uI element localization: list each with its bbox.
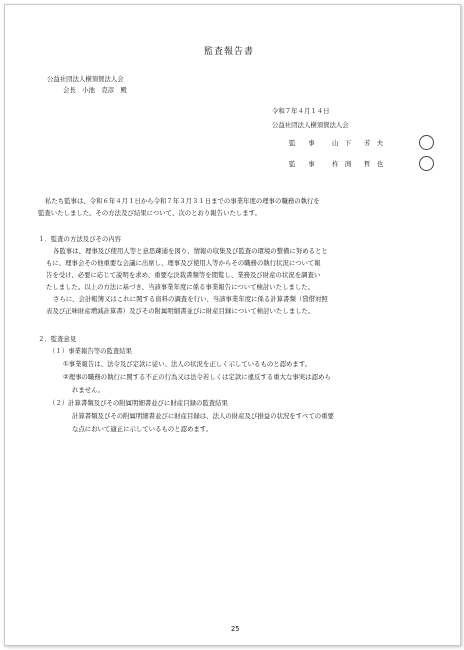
section-2-heading: ２．監査意見 <box>38 335 77 343</box>
section-1-line-2: もに、理事会その他重要な会議に出席し、理事及び使用人等からその職務の執行状況について報 <box>46 259 321 267</box>
section-1-line-4: たしました。以上の方法に基づき、当該事業年度に係る事業報告について検討いたしました。 <box>46 283 315 291</box>
addressee-org: 公益社団法人横須賀法人会 <box>47 75 124 83</box>
section-2-sub-1-item-2-cont: れません。 <box>72 386 105 394</box>
section-2-sub-1-heading: （１）事業報告等の監査結果 <box>49 347 133 355</box>
auditor-2-seal <box>419 156 434 171</box>
section-1-heading: １．監査の方法及びその内容 <box>38 235 122 243</box>
section-1-line-6: 表及び正味財産増減計算書）及びその附属明細書並びに財産目録について検討いたしました。 <box>46 307 315 315</box>
document-title: 監査報告書 <box>204 47 255 57</box>
intro-line-1: 私たち監事は、令和６年４月１日から令和７年３月３１日までの事業年度の理事の職務の執行を <box>45 197 320 205</box>
report-date: 令和７年４月１４日 <box>272 107 330 115</box>
auditor-2-role: 監 事 <box>289 160 315 168</box>
auditor-1-role: 監 事 <box>289 139 315 147</box>
section-1-line-3: 告を受け、必要に応じて説明を求め、重要な決裁書類等を閲覧し、業務及び財産の状況を調査い <box>46 271 321 279</box>
page-number: 25 <box>231 625 240 633</box>
intro-line-2: 監査いたしました。その方法及び結果について、次のとおり報告いたします。 <box>38 209 261 217</box>
section-2-sub-2-line-1: 計算書類及びその附属明細書並びに財産目録は、法人の財産及び損益の状況をすべての重要 <box>72 412 334 420</box>
auditor-2-name: 杵 渕 哲 也 <box>332 160 384 168</box>
section-2-sub-2-heading: （２）計算書類及びその附属明細書並びに財産目録の監査結果 <box>49 399 228 407</box>
section-1-line-1: 各監事は、理事及び使用人等と意思疎通を図り、情報の収集及び監査の環境の整備に努めるとと <box>53 247 328 255</box>
section-2-sub-2-line-2: な点において適正に示しているものと認めます。 <box>72 425 213 433</box>
section-2-sub-1-item-2: ②理事の職務の執行に関する不正の行為又は法令若しくは定款に違反する重大な事実は認めら <box>63 373 331 381</box>
section-1-line-5: さらに、会計帳簿又はこれに関する資料の調査を行い、当該事業年度に係る計算書類（貸借対照 <box>53 295 328 303</box>
addressee-person: 会長 小池 克彦 殿 <box>63 86 127 94</box>
document-page <box>4 4 461 646</box>
sender-org: 公益社団法人横須賀法人会 <box>272 121 349 129</box>
section-2-sub-1-item-1: ①事業報告は、法令及び定款に従い、法人の状況を正しく示しているものと認めます。 <box>63 360 312 368</box>
auditor-1-name: 山 下 芳 夫 <box>332 139 384 147</box>
auditor-1-seal <box>419 135 434 150</box>
